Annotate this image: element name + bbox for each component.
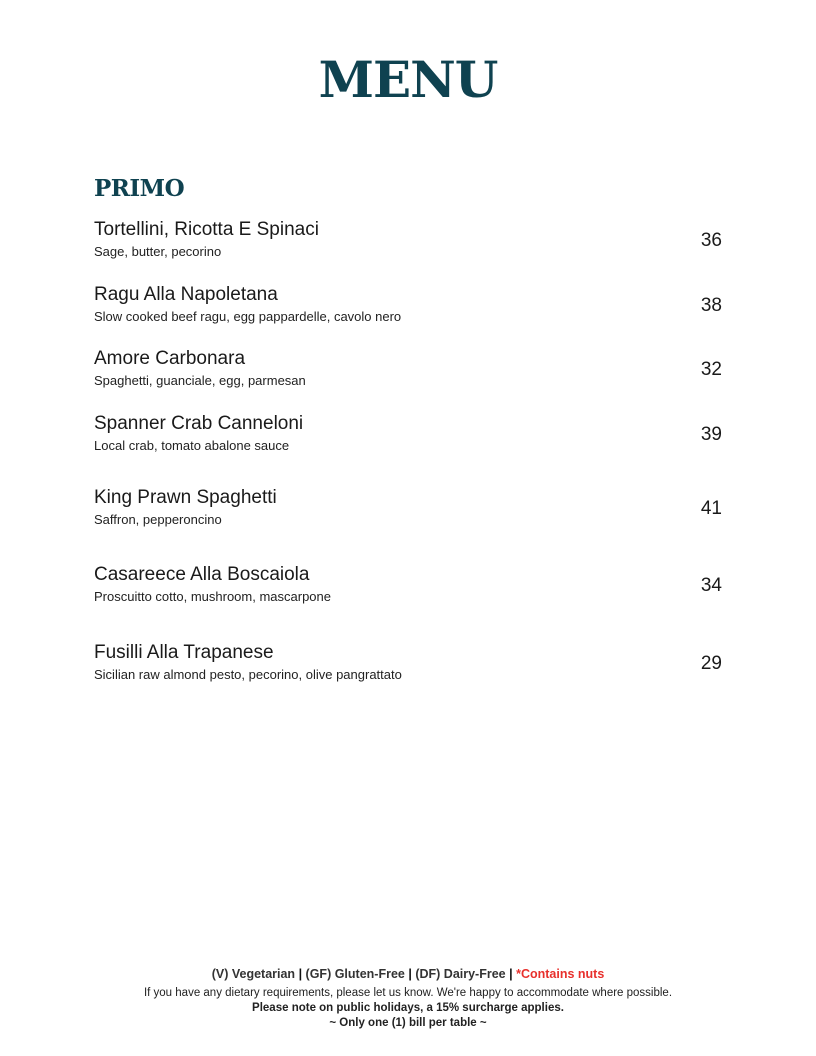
menu-item: [94, 487, 722, 531]
item-price: 39: [700, 424, 722, 445]
dietary-legend: [0, 966, 816, 982]
item-name: Ragu Alla Napoletana: [94, 284, 278, 305]
legend-separator: |: [509, 967, 513, 981]
menu-item: [94, 348, 722, 392]
item-name: King Prawn Spaghetti: [94, 487, 277, 508]
legend-separator: |: [298, 967, 303, 981]
item-description: Sicilian raw almond pesto, pecorino, olive pangrattato: [94, 667, 402, 682]
item-price: 29: [700, 653, 722, 674]
menu-item: [94, 564, 722, 608]
menu-item: [94, 219, 722, 263]
item-name: Fusilli Alla Trapanese: [94, 642, 274, 663]
item-price: 41: [700, 498, 722, 519]
item-name: Spanner Crab Canneloni: [94, 413, 304, 434]
item-price: 36: [700, 230, 722, 251]
item-price: 34: [700, 575, 722, 596]
item-price: 38: [700, 295, 722, 316]
item-description: Saffron, pepperoncino: [94, 512, 222, 527]
item-name: Casareece Alla Boscaiola: [94, 564, 310, 585]
item-description: Slow cooked beef ragu, egg pappardelle, cavolo nero: [94, 309, 402, 324]
menu-item: [94, 284, 722, 328]
menu-item: [94, 642, 722, 686]
legend-gluten-free: (GF) Gluten-Free: [305, 967, 405, 981]
page-title: MENU: [318, 50, 498, 109]
surcharge-note: Please note on public holidays, a 15% surcharge applies.: [252, 1002, 564, 1014]
item-description: Spaghetti, guanciale, egg, parmesan: [94, 373, 306, 388]
menu-item: [94, 413, 722, 457]
section-title-primo: PRIMO: [94, 175, 185, 202]
item-description: Proscuitto cotto, mushroom, mascarpone: [94, 589, 331, 604]
legend-contains-nuts: *Contains nuts: [516, 967, 605, 981]
item-description: Local crab, tomato abalone sauce: [94, 438, 290, 453]
item-price: 32: [700, 359, 722, 380]
dietary-note: If you have any dietary requirements, please let us know. We're happy to accommodate where possible.: [143, 987, 673, 999]
legend-dairy-free: (DF) Dairy-Free: [415, 967, 506, 981]
item-name: Tortellini, Ricotta E Spinaci: [94, 219, 319, 240]
legend-separator: |: [408, 967, 412, 981]
item-name: Amore Carbonara: [94, 348, 246, 369]
legend-vegetarian: (V) Vegetarian: [211, 967, 296, 981]
bill-note: ~ Only one (1) bill per table ~: [329, 1017, 487, 1029]
item-description: Sage, butter, pecorino: [94, 244, 222, 259]
